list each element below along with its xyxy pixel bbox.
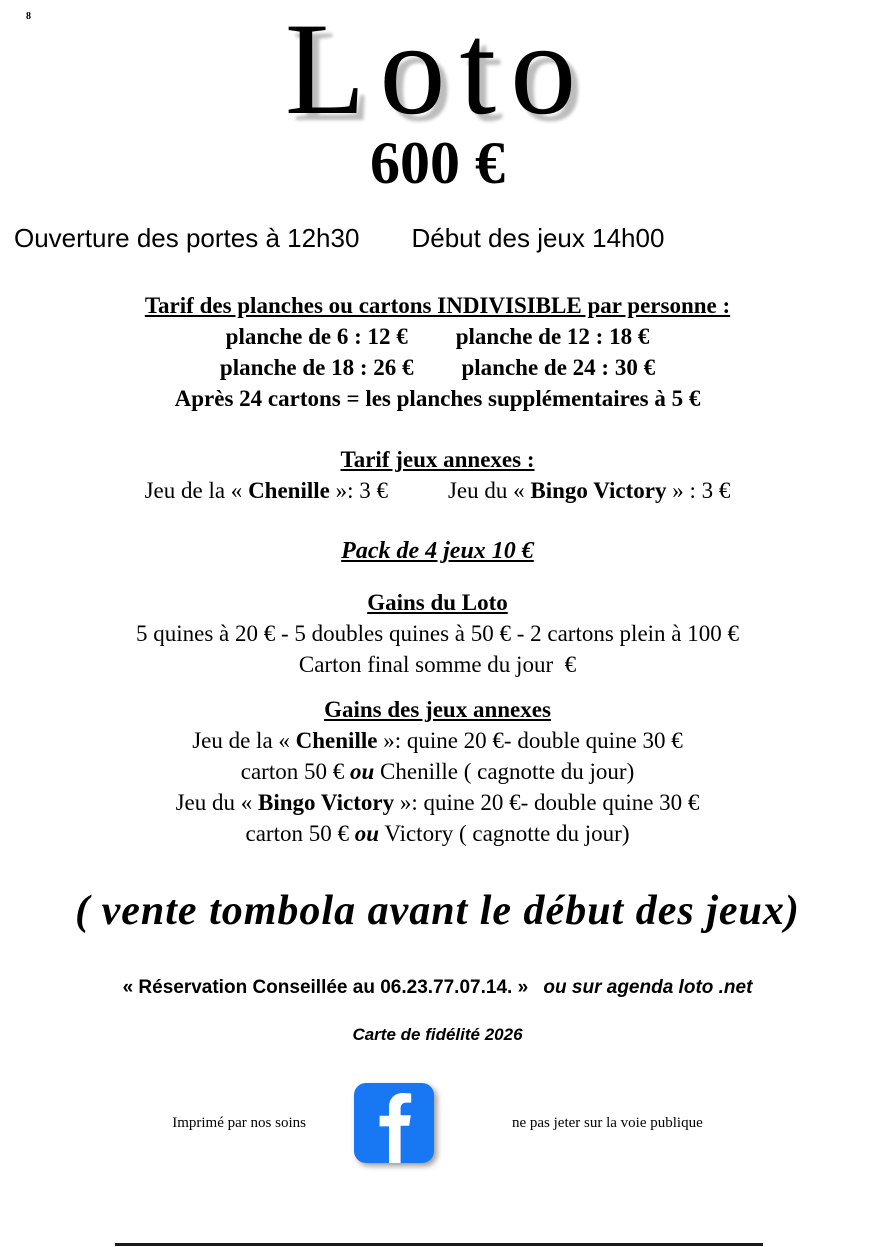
gains-bingo-name: Bingo Victory — [257, 790, 395, 816]
bingo-prefix: Jeu du « — [447, 478, 531, 504]
facebook-icon — [354, 1083, 434, 1163]
gains-chenille2-ou: ou — [349, 759, 375, 785]
chenille-name: Chenille — [248, 478, 330, 504]
bingo-suffix: » : 3 € — [666, 478, 731, 504]
gains-chenille-prefix: Jeu de la « — [192, 728, 296, 754]
gains-bingo2-ou: ou — [354, 821, 380, 847]
corner-mark: 8 — [26, 11, 31, 22]
tarif-annexes-section — [0, 444, 875, 506]
gains-annexes-heading: Gains des jeux annexes — [324, 697, 551, 723]
tarif-annexes-line — [0, 475, 875, 506]
reservation-text: « Réservation Conseillée au 06.23.77.07.14. » — [122, 977, 529, 999]
reservation-line — [0, 977, 875, 999]
bottom-rule — [115, 1243, 763, 1246]
tarif-planches-extra: Après 24 cartons = les planches supplémentaires à 5 € — [174, 386, 701, 412]
planche-6-price: planche de 6 : 12 € — [225, 324, 408, 350]
planche-12-price: planche de 12 : 18 € — [455, 324, 650, 350]
planche-18-price: planche de 18 : 26 € — [219, 355, 414, 381]
tarif-planches-row2 — [0, 352, 875, 383]
gains-chenille-line2 — [0, 756, 875, 787]
chenille-suffix: »: 3 € — [329, 478, 388, 504]
gains-annexes-section — [0, 694, 875, 849]
tarif-annexes-heading: Tarif jeux annexes : — [340, 447, 535, 473]
chenille-prefix: Jeu de la « — [144, 478, 249, 504]
gains-bingo2-prefix: carton 50 € — [245, 821, 355, 847]
gains-loto-line2: Carton final somme du jour € — [298, 652, 577, 678]
schedule-line — [0, 223, 875, 254]
gains-bingo-line2 — [0, 818, 875, 849]
gains-loto-section — [0, 587, 875, 680]
gains-chenille-line1 — [0, 725, 875, 756]
reservation-alt: ou sur agenda loto .net — [543, 977, 753, 999]
tarif-planches-row1 — [0, 321, 875, 352]
fidelite-line: Carte de fidélité 2026 — [352, 1025, 523, 1045]
gains-bingo-line1 — [0, 787, 875, 818]
prize-amount: 600 € — [370, 130, 505, 197]
gains-loto-heading: Gains du Loto — [367, 590, 508, 616]
gains-chenille2-prefix: carton 50 € — [240, 759, 350, 785]
no-litter-text: ne pas jeter sur la voie publique — [511, 1114, 703, 1131]
gains-bingo-suffix: »: quine 20 €- double quine 30 € — [394, 790, 700, 816]
footer — [0, 1083, 875, 1163]
tombola-notice: ( vente tombola avant le début des jeux) — [75, 888, 800, 935]
chenille-tarif — [145, 475, 388, 506]
printed-by-text: Imprimé par nos soins — [172, 1114, 306, 1131]
schedule-doors: Ouverture des portes à 12h30 — [14, 223, 360, 254]
tarif-planches-section — [0, 290, 875, 414]
gains-loto-line1: 5 quines à 20 € - 5 doubles quines à 50 € - 2 cartons plein à 100 € — [136, 621, 739, 647]
gains-chenille-name: Chenille — [295, 728, 378, 754]
schedule-start: Début des jeux 14h00 — [411, 223, 665, 254]
gains-chenille2-suffix: Chenille ( cagnotte du jour) — [374, 759, 635, 785]
planche-24-price: planche de 24 : 30 € — [461, 355, 656, 381]
gains-bingo2-suffix: Victory ( cagnotte du jour) — [379, 821, 630, 847]
gains-chenille-suffix: »: quine 20 €- double quine 30 € — [377, 728, 683, 754]
page-title: Loto — [284, 0, 591, 142]
pack-line — [0, 538, 875, 565]
gains-bingo-prefix: Jeu du « — [175, 790, 258, 816]
bingo-name: Bingo Victory — [530, 478, 667, 504]
pack-text: Pack de 4 jeux 10 € — [341, 538, 534, 565]
bingo-tarif — [448, 475, 730, 506]
tarif-planches-heading: Tarif des planches ou cartons INDIVISIBLE par personne : — [144, 293, 731, 319]
